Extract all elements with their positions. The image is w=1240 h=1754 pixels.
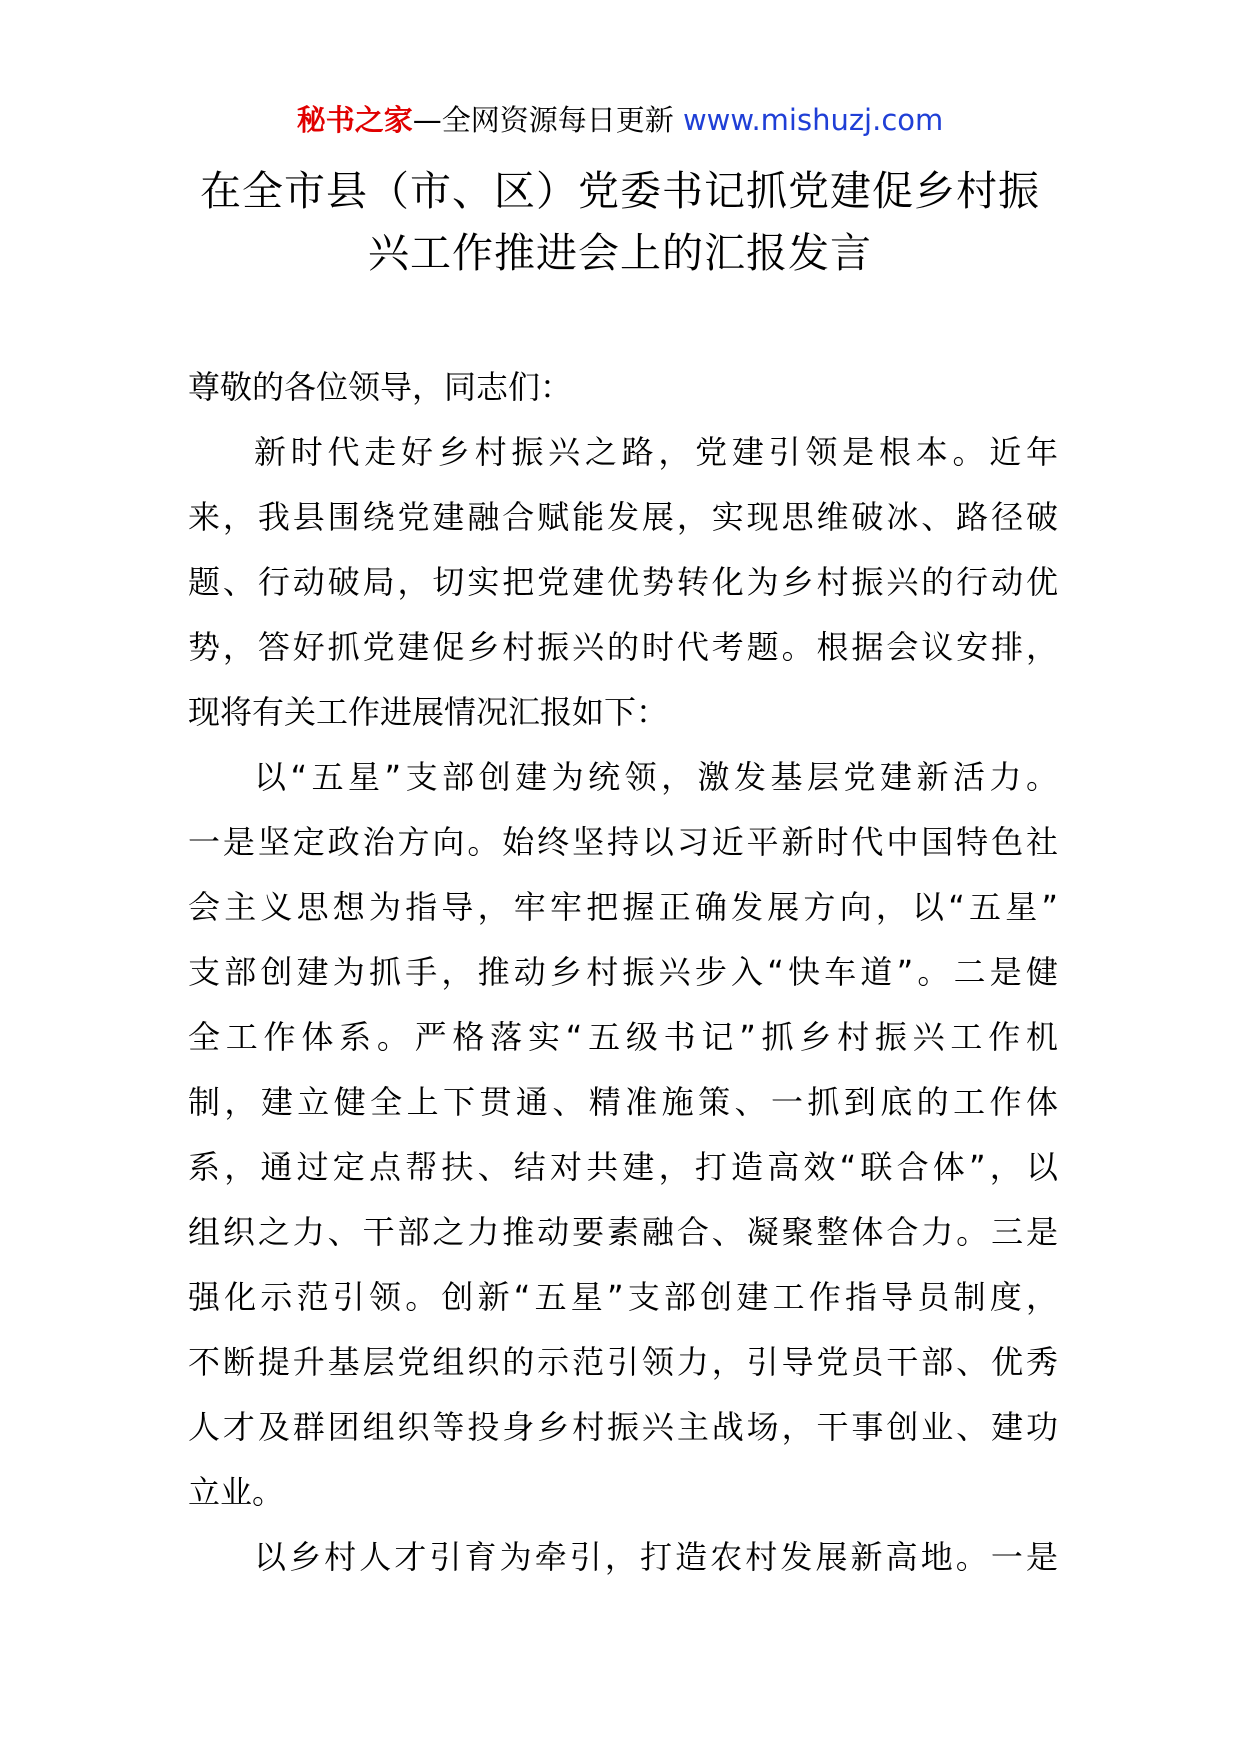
paragraph-line: 系，通过定点帮扶、结对共建，打造高效“联合体”，以	[188, 1148, 1058, 1186]
brand-name: 秘书之家	[296, 103, 413, 137]
paragraph-line: 新时代走好乡村振兴之路，党建引领是根本。近年	[254, 433, 1058, 471]
paragraph-line: 题、行动破局，切实把党建优势转化为乡村振兴的行动优	[188, 563, 1058, 601]
site-url[interactable]: www.mishuzj.com	[682, 103, 944, 137]
paragraph-line: 强化示范引领。创新“五星”支部创建工作指导员制度，	[188, 1278, 1058, 1316]
paragraph-line: 势，答好抓党建促乡村振兴的时代考题。根据会议安排，	[188, 628, 1058, 666]
paragraph-line: 全工作体系。严格落实“五级书记”抓乡村振兴工作机	[188, 1018, 1058, 1056]
section-heading-line: 以乡村人才引育为牵引，打造农村发展新高地。一是	[254, 1538, 1058, 1576]
paragraph-line: 现将有关工作进展情况汇报如下：	[188, 693, 669, 731]
paragraph-line: 人才及群团组织等投身乡村振兴主战场，干事创业、建功	[188, 1408, 1058, 1446]
greeting: 尊敬的各位领导，同志们：	[188, 368, 573, 406]
paragraph-line: 立业。	[188, 1473, 285, 1511]
site-banner	[0, 100, 1240, 140]
title-line: 在全市县（市、区）党委书记抓党建促乡村振	[200, 167, 1040, 215]
title-line: 兴工作推进会上的汇报发言	[368, 229, 872, 277]
paragraph-line: 会主义思想为指导，牢牢把握正确发展方向，以“五星”	[188, 888, 1058, 926]
document-body	[188, 355, 1058, 1590]
paragraph-line: 支部创建为抓手，推动乡村振兴步入“快车道”。二是健	[188, 953, 1058, 991]
section-heading-line: 以“五星”支部创建为统领，激发基层党建新活力。	[254, 758, 1058, 796]
document-title	[150, 160, 1090, 284]
paragraph-line: 不断提升基层党组织的示范引领力，引导党员干部、优秀	[188, 1343, 1058, 1381]
paragraph-line: 制，建立健全上下贯通、精准施策、一抓到底的工作体	[188, 1083, 1058, 1121]
paragraph-line: 组织之力、干部之力推动要素融合、凝聚整体合力。三是	[188, 1213, 1058, 1251]
paragraph-line: 一是坚定政治方向。始终坚持以习近平新时代中国特色社	[188, 823, 1058, 861]
banner-tagline: —全网资源每日更新	[412, 103, 674, 137]
paragraph-line: 来，我县围绕党建融合赋能发展，实现思维破冰、路径破	[188, 498, 1058, 536]
